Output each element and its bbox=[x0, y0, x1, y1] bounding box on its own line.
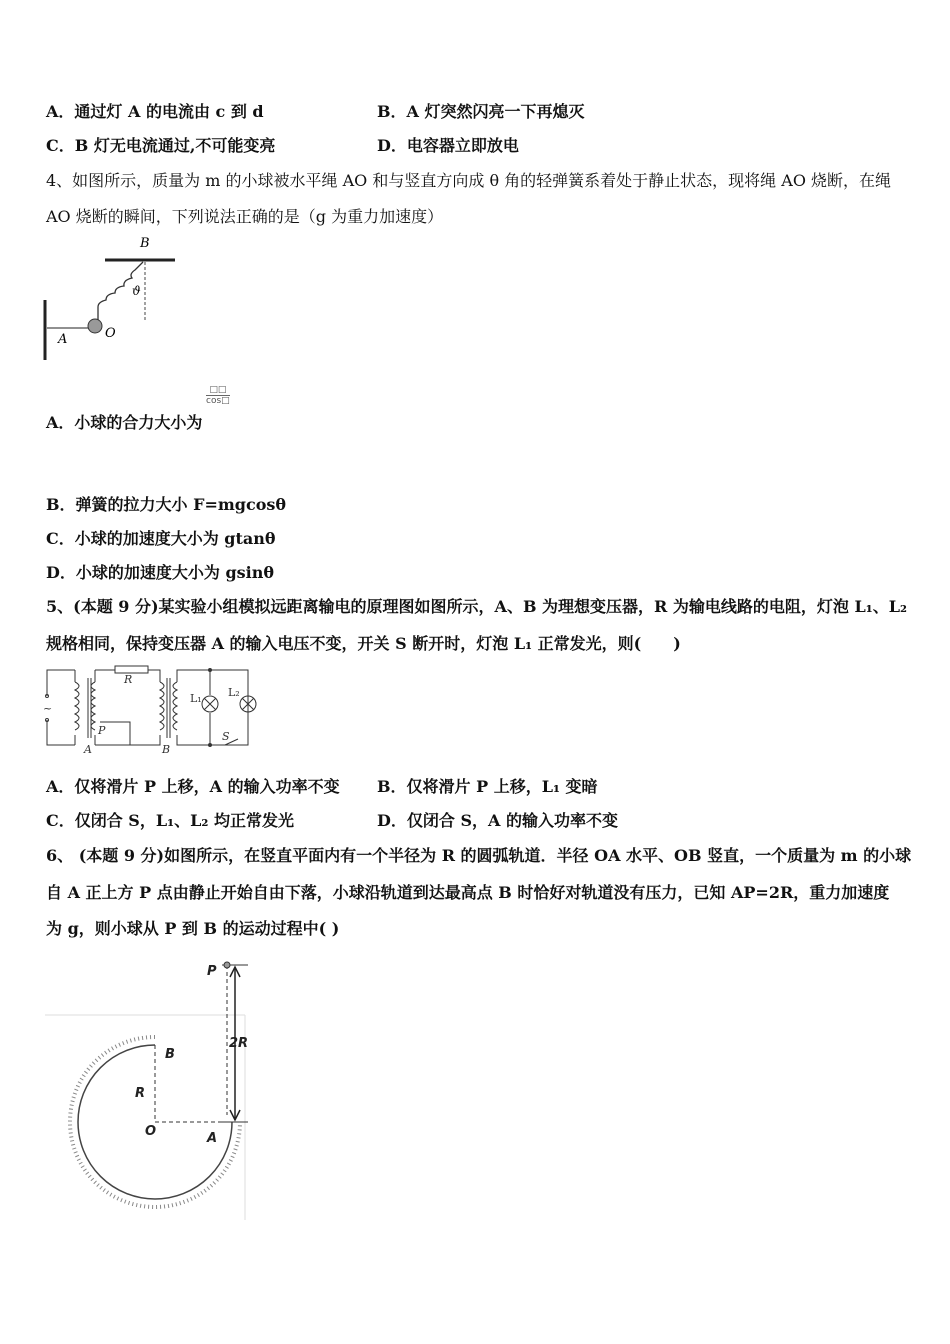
q5-stem-line1: 5、(本题 9 分)某实验小组模拟远距离输电的原理图如图所示，A、B 为理想变压器，R 为输电线路的电阻，灯泡 L₁、L₂ bbox=[46, 597, 908, 616]
label-r: R bbox=[124, 673, 133, 686]
q5-option-c: C．仅闭合 S，L₁、L₂ 均正常发光 bbox=[46, 811, 294, 830]
q4-stem-line2: AO 烧断的瞬间，下列说法正确的是（g 为重力加速度） bbox=[46, 207, 444, 226]
q5-option-b: B．仅将滑片 P 上移，L₁ 变暗 bbox=[377, 777, 598, 796]
q3-option-b: B．A 灯突然闪亮一下再熄灭 bbox=[377, 102, 585, 121]
q6-stem-line2: 自 A 正上方 P 点由静止开始自由下落，小球沿轨道到达最高点 B 时恰好对轨道没有压力，已知 AP=2R，重力加速度 bbox=[46, 883, 890, 902]
label-p: P bbox=[207, 964, 217, 979]
q4-option-d: D．小球的加速度大小为 gsinθ bbox=[46, 563, 275, 582]
q3-option-a: A．通过灯 A 的电流由 c 到 d bbox=[46, 102, 264, 121]
label-a: A bbox=[58, 332, 68, 347]
label-b: B bbox=[162, 743, 171, 755]
formula-numerator: □□ bbox=[206, 385, 230, 396]
q4-option-a: A．小球的合力大小为 bbox=[46, 413, 203, 432]
q6-stem-line1: 6、 (本题 9 分)如图所示，在竖直平面内有一个半径为 R 的圆弧轨道．半径 OA 水平、OB 竖直，一个质量为 m 的小球 bbox=[46, 846, 912, 865]
q4-option-c: C．小球的加速度大小为 gtanθ bbox=[46, 529, 276, 548]
label-a: A bbox=[207, 1131, 218, 1146]
q6-track-figure bbox=[40, 955, 260, 1225]
formula-denominator: cos□ bbox=[206, 396, 230, 406]
label-l1: L₁ bbox=[190, 692, 202, 705]
label-p: P bbox=[98, 724, 106, 737]
q6-stem-line3: 为 g，则小球从 P 到 B 的运动过程中( ) bbox=[46, 919, 340, 938]
q5-option-a: A．仅将滑片 P 上移，A 的输入功率不变 bbox=[46, 777, 340, 796]
label-s: S bbox=[222, 730, 230, 743]
q5-stem-line2: 规格相同，保持变压器 A 的输入电压不变，开关 S 断开时，灯泡 L₁ 正常发光，则( ) bbox=[46, 634, 681, 653]
label-l2: L₂ bbox=[228, 686, 240, 699]
label-b: B bbox=[140, 236, 150, 251]
label-ac: ~ bbox=[43, 702, 53, 715]
q5-option-d: D．仅闭合 S，A 的输入功率不变 bbox=[377, 811, 618, 830]
q3-option-d: D．电容器立即放电 bbox=[377, 136, 519, 155]
q4-spring-figure bbox=[40, 235, 190, 365]
label-b: B bbox=[165, 1047, 175, 1062]
label-a: A bbox=[84, 743, 92, 755]
q3-option-c: C．B 灯无电流通过,不可能变亮 bbox=[46, 136, 276, 155]
label-o: O bbox=[145, 1124, 157, 1139]
label-o: O bbox=[105, 326, 116, 341]
q5-circuit-figure bbox=[40, 660, 270, 755]
q4-option-b: B．弹簧的拉力大小 F=mgcosθ bbox=[46, 495, 287, 514]
q4-formula bbox=[206, 385, 230, 406]
q4-stem-line1: 4、如图所示，质量为 m 的小球被水平绳 AO 和与竖直方向成 θ 角的轻弹簧系着处于静止状态，现将绳 AO 烧断，在绳 bbox=[46, 171, 892, 190]
label-2r: 2R bbox=[229, 1036, 249, 1051]
label-r: R bbox=[135, 1086, 146, 1101]
label-theta: ϑ bbox=[132, 284, 141, 298]
